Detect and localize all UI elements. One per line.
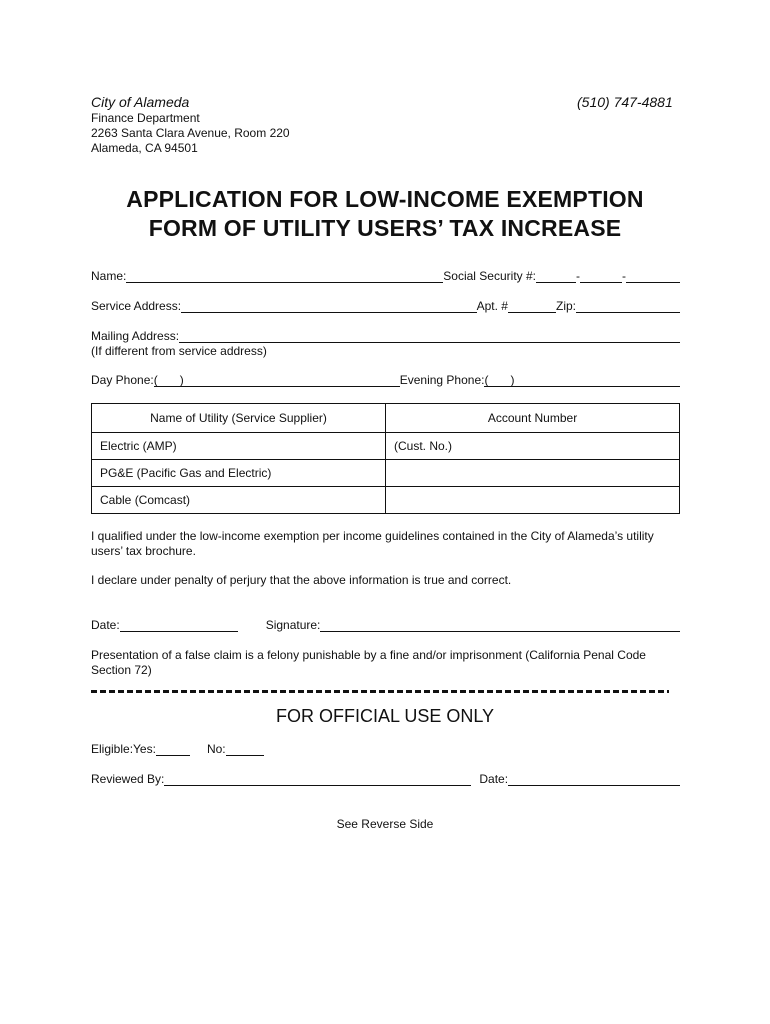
ssn-field-part1[interactable] [536, 270, 576, 283]
official-use-heading: FOR OFFICIAL USE ONLY [275, 706, 495, 726]
form-title-line-1: APPLICATION FOR LOW-INCOME EXEMPTION [126, 186, 644, 212]
address-line-2: Alameda, CA 94501 [91, 141, 198, 155]
official-date-label: Date: [479, 772, 509, 786]
reviewed-by-label: Reviewed By: [91, 772, 165, 786]
name-label: Name: [91, 269, 127, 283]
apt-field[interactable] [508, 300, 556, 313]
account-number-cell[interactable]: (Cust. No.) [386, 433, 680, 460]
ssn-field-part3[interactable] [626, 270, 680, 283]
mailing-address-note: (If different from service address) [91, 344, 267, 358]
mailing-address-field[interactable] [179, 330, 680, 343]
ssn-field-part2[interactable] [580, 270, 622, 283]
no-label: No: [206, 742, 226, 756]
yes-label: Yes: [133, 742, 156, 756]
column-header-account-number: Account Number [386, 404, 680, 433]
reviewed-row [91, 772, 680, 786]
utility-cell: Cable (Comcast) [92, 487, 386, 514]
utility-cell: Electric (AMP) [92, 433, 386, 460]
false-claim-warning: Presentation of a false claim is a felony punishable by a fine and/or imprisonment (California Penal Code [91, 648, 646, 662]
eligible-row [91, 742, 264, 756]
date-label: Date: [91, 618, 120, 632]
phone-number: (510) 747-4881 [577, 94, 673, 110]
yes-field[interactable] [156, 743, 190, 756]
service-address-row [91, 299, 680, 313]
qualified-statement-cont: users’ tax brochure. [91, 544, 196, 558]
column-header-utility: Name of Utility (Service Supplier) [92, 404, 386, 433]
address-line-1: 2263 Santa Clara Avenue, Room 220 [91, 126, 290, 140]
name-ssn-row [91, 269, 680, 283]
day-phone-field[interactable] [154, 374, 400, 387]
service-address-field[interactable] [181, 300, 477, 313]
table-header-row [92, 404, 680, 433]
service-address-label: Service Address: [91, 299, 182, 313]
cut-line-divider [91, 684, 669, 698]
official-date-field[interactable] [508, 773, 680, 786]
form-title-line-2: FORM OF UTILITY USERS’ TAX INCREASE [148, 215, 622, 241]
city-name: City of Alameda [91, 94, 190, 110]
date-field[interactable] [120, 619, 238, 632]
utility-table [91, 403, 680, 514]
ssn-label: Social Security #: [443, 269, 536, 283]
evening-phone-paren-close: ) [510, 373, 515, 387]
table-row [92, 433, 680, 460]
utility-cell: PG&E (Pacific Gas and Electric) [92, 460, 386, 487]
ssn-separator-1: - [576, 269, 580, 283]
day-phone-label: Day Phone: [91, 373, 154, 387]
date-signature-row [91, 618, 680, 632]
apt-label: Apt. # [476, 299, 508, 313]
evening-phone-paren-open: ( [484, 373, 489, 387]
phone-row [91, 373, 680, 387]
reviewed-by-field[interactable] [164, 773, 471, 786]
evening-phone-label: Evening Phone: [399, 373, 485, 387]
mailing-address-row [91, 329, 680, 343]
no-field[interactable] [226, 743, 264, 756]
signature-label: Signature: [265, 618, 321, 632]
account-number-cell[interactable] [386, 460, 680, 487]
zip-label: Zip: [555, 299, 576, 313]
see-reverse-side-note: See Reverse Side [336, 817, 434, 831]
false-claim-warning-cont: Section 72) [91, 663, 152, 677]
qualified-statement: I qualified under the low-income exemption per income guidelines contained in the City of Alameda’s utility [91, 529, 654, 543]
ssn-separator-2: - [622, 269, 626, 283]
table-row [92, 487, 680, 514]
zip-field[interactable] [576, 300, 680, 313]
day-phone-paren-open: ( [153, 373, 158, 387]
department-name: Finance Department [91, 111, 200, 125]
mailing-address-label: Mailing Address: [91, 329, 180, 343]
table-row [92, 460, 680, 487]
eligible-label: Eligible: [91, 742, 134, 756]
signature-field[interactable] [320, 619, 680, 632]
account-number-cell[interactable] [386, 487, 680, 514]
perjury-declaration: I declare under penalty of perjury that the above information is true and correct. [91, 573, 512, 587]
evening-phone-field[interactable] [484, 374, 680, 387]
day-phone-paren-close: ) [179, 373, 184, 387]
name-field[interactable] [126, 270, 443, 283]
